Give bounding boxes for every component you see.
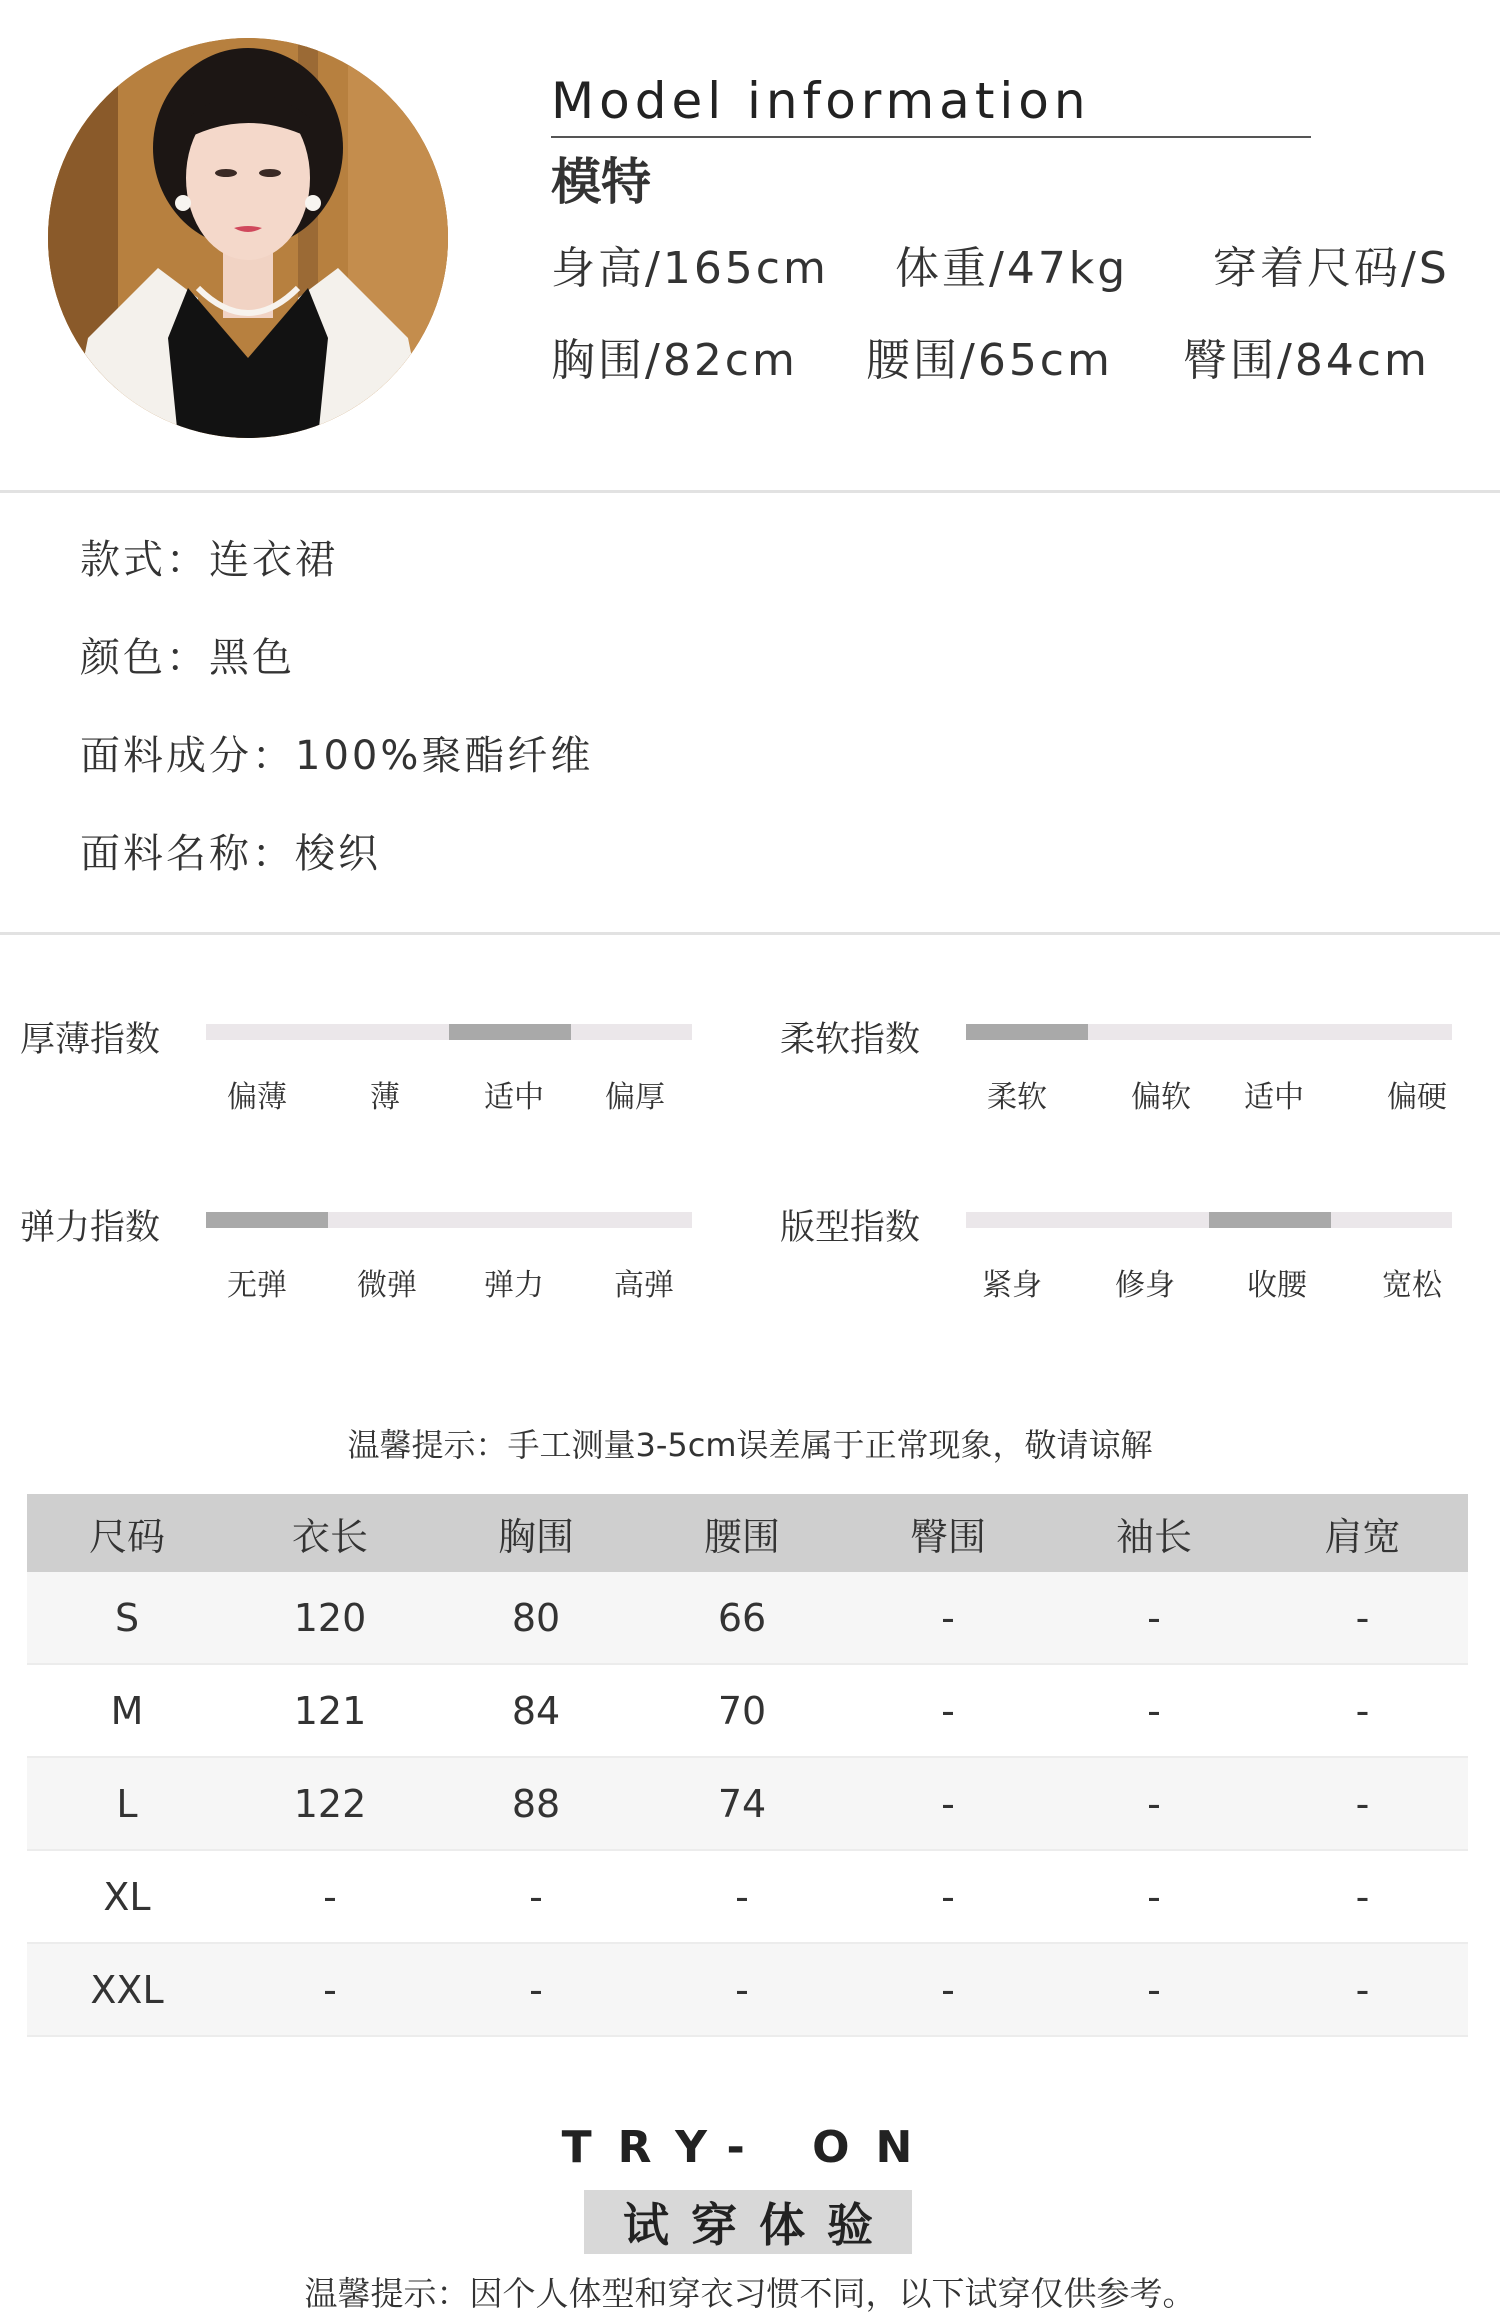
header-cell: 肩宽 xyxy=(1324,1514,1401,1559)
table-cell: - xyxy=(529,1874,543,1919)
table-cell: - xyxy=(323,1967,337,2012)
section-divider xyxy=(0,932,1500,935)
model-hip: 臀围/84cm xyxy=(1183,335,1430,386)
header-cell: 衣长 xyxy=(291,1514,368,1559)
thickness-label: 薄 xyxy=(370,1080,400,1115)
product-color: 颜色：黑色 xyxy=(80,635,295,681)
fit-label: 紧身 xyxy=(982,1268,1042,1303)
model-title-cn: 模特 xyxy=(551,153,651,211)
table-cell: 80 xyxy=(511,1595,561,1640)
table-row xyxy=(27,1851,1468,1944)
table-cell: - xyxy=(529,1967,543,2012)
table-row xyxy=(27,1944,1468,2037)
size-table xyxy=(27,1494,1468,2037)
table-cell: - xyxy=(735,1967,749,2012)
softness-index-fill xyxy=(966,1024,1088,1040)
elasticity-index-fill xyxy=(206,1212,328,1228)
table-cell: - xyxy=(1147,1595,1161,1640)
table-cell: L xyxy=(116,1781,138,1826)
table-cell: - xyxy=(941,1781,955,1826)
section-divider xyxy=(0,490,1500,493)
table-cell: M xyxy=(110,1688,144,1733)
table-cell: - xyxy=(1147,1688,1161,1733)
table-cell: - xyxy=(1147,1781,1161,1826)
table-cell: - xyxy=(1147,1874,1161,1919)
table-cell: - xyxy=(1355,1874,1370,1919)
softness-index-title: 柔软指数 xyxy=(780,1020,921,1060)
table-cell: - xyxy=(735,1874,749,1919)
table-cell: XXL xyxy=(90,1967,164,2012)
fit-index-bar xyxy=(966,1212,1452,1228)
elasticity-label: 微弹 xyxy=(357,1268,417,1303)
elasticity-label: 无弹 xyxy=(227,1268,287,1303)
elasticity-index-title: 弹力指数 xyxy=(20,1208,161,1248)
measurement-tip: 温馨提示：手工测量3-5cm误差属于正常现象，敬请谅解 xyxy=(347,1426,1153,1464)
table-cell: - xyxy=(941,1688,955,1733)
model-height: 身高/165cm xyxy=(551,243,829,294)
model-info-section xyxy=(0,0,1500,492)
table-cell: - xyxy=(941,1874,955,1919)
table-cell: - xyxy=(1355,1595,1370,1640)
thickness-label: 适中 xyxy=(484,1080,544,1115)
softness-label: 偏软 xyxy=(1131,1080,1191,1115)
fit-index-fill xyxy=(1209,1212,1331,1228)
fit-label: 收腰 xyxy=(1247,1268,1307,1303)
table-cell: - xyxy=(323,1874,337,1919)
thickness-index-title: 厚薄指数 xyxy=(20,1020,161,1060)
tryon-title-en: TRY- ON xyxy=(561,2122,939,2173)
header-cell: 袖长 xyxy=(1115,1514,1192,1559)
table-cell: 88 xyxy=(511,1781,561,1826)
softness-label: 柔软 xyxy=(987,1080,1047,1115)
table-cell: S xyxy=(114,1595,140,1640)
tryon-title-box xyxy=(584,2190,912,2254)
table-cell: - xyxy=(1355,1967,1370,2012)
thickness-label: 偏薄 xyxy=(227,1080,287,1115)
softness-label: 偏硬 xyxy=(1387,1080,1447,1115)
softness-label: 适中 xyxy=(1244,1080,1304,1115)
table-cell: - xyxy=(1147,1967,1161,2012)
thickness-index-fill xyxy=(449,1024,571,1040)
table-cell: 74 xyxy=(717,1781,767,1826)
table-cell: 121 xyxy=(293,1688,367,1733)
elasticity-label: 高弹 xyxy=(614,1268,674,1303)
table-cell: - xyxy=(1355,1781,1370,1826)
size-table-header xyxy=(27,1494,1468,1572)
fit-index-title: 版型指数 xyxy=(780,1208,921,1248)
thickness-index-bar xyxy=(206,1024,692,1040)
header-cell: 腰围 xyxy=(703,1514,780,1559)
product-fabric-composition: 面料成分：100%聚酯纤维 xyxy=(80,733,594,779)
tryon-title-cn: 试穿体验 xyxy=(623,2198,895,2252)
model-photo-illustration xyxy=(48,38,448,438)
table-cell: 66 xyxy=(717,1595,767,1640)
header-cell: 尺码 xyxy=(88,1514,165,1559)
table-row xyxy=(27,1665,1468,1758)
model-title-en: Model information xyxy=(551,72,1091,130)
table-cell: XL xyxy=(103,1874,151,1919)
table-cell: 122 xyxy=(293,1781,367,1826)
product-style: 款式：连衣裙 xyxy=(80,537,338,583)
model-waist: 腰围/65cm xyxy=(866,335,1113,386)
table-cell: 120 xyxy=(293,1595,367,1640)
table-cell: 84 xyxy=(511,1688,561,1733)
model-bust: 胸围/82cm xyxy=(551,335,798,386)
fit-label: 修身 xyxy=(1115,1268,1175,1303)
table-cell: - xyxy=(941,1595,955,1640)
elasticity-index-bar xyxy=(206,1212,692,1228)
model-avatar xyxy=(48,38,448,438)
table-row xyxy=(27,1758,1468,1851)
header-cell: 胸围 xyxy=(497,1514,574,1559)
header-cell: 臀围 xyxy=(909,1514,986,1559)
tryon-tip: 温馨提示：因个人体型和穿衣习惯不同，以下试穿仅供参考。 xyxy=(304,2274,1196,2313)
table-cell: - xyxy=(1355,1688,1370,1733)
table-row xyxy=(27,1572,1468,1665)
table-cell: - xyxy=(941,1967,955,2012)
model-weight: 体重/47kg xyxy=(895,243,1129,294)
product-fabric-name: 面料名称：梭织 xyxy=(80,831,381,877)
model-size: 穿着尺码/S xyxy=(1213,243,1450,294)
thickness-label: 偏厚 xyxy=(605,1080,665,1115)
elasticity-label: 弹力 xyxy=(484,1268,544,1303)
title-underline xyxy=(551,136,1311,138)
table-cell: 70 xyxy=(717,1688,767,1733)
fit-label: 宽松 xyxy=(1382,1268,1442,1303)
softness-index-bar xyxy=(966,1024,1452,1040)
